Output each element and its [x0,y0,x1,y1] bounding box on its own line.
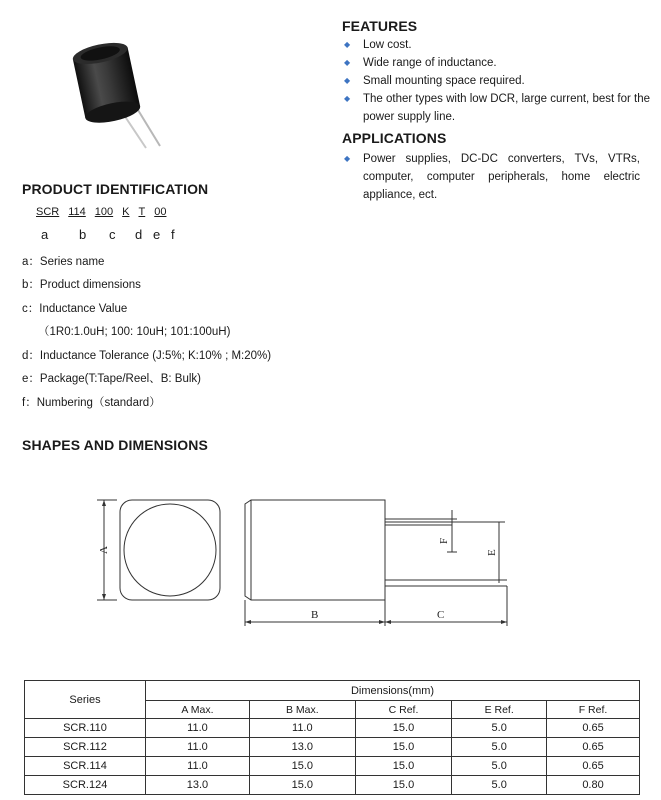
table-cell: SCR.124 [25,776,146,795]
code-letter: f [171,227,175,242]
table-cell: 15.0 [355,738,452,757]
features-item: ◆ Wide range of inductance. [342,54,652,72]
part-number-code [36,206,175,218]
shapes-dimensions-heading: SHAPES AND DIMENSIONS [22,437,208,453]
code-part-inductance: 100 [94,206,114,218]
features-list [342,36,652,126]
table-cell: 0.65 [547,757,640,776]
diamond-bullet-icon: ◆ [344,40,351,49]
table-header-col: C Ref. [355,701,452,719]
table-cell: 5.0 [452,776,547,795]
code-letter: a [41,227,49,242]
applications-heading: APPLICATIONS [342,130,447,146]
dimension-b-label: B [311,609,319,621]
features-item: ◆ Low cost. [342,36,652,54]
table-row [25,757,640,776]
applications-list [342,150,640,204]
code-part-dimensions: 114 [68,206,86,218]
code-letter: c [109,227,116,242]
code-letter: b [79,227,87,242]
dimensions-table [24,680,640,795]
table-cell: SCR.112 [25,738,146,757]
table-cell: 0.80 [547,776,640,795]
table-header-col: F Ref. [547,701,640,719]
code-part-tolerance: K [122,206,130,218]
table-cell: 0.65 [547,738,640,757]
front-view-outline [120,500,220,600]
diamond-bullet-icon: ◆ [344,76,351,85]
table-cell: 11.0 [146,738,250,757]
identification-line: a：Series name [22,256,105,268]
table-cell: 15.0 [355,776,452,795]
identification-line: d：Inductance Tolerance (J:5%; K:10% ; M:20%) [22,350,272,362]
table-cell: SCR.110 [25,719,146,738]
table-row [25,719,640,738]
code-letter: d [135,227,143,242]
table-cell: 11.0 [146,719,250,738]
table-cell: 15.0 [249,757,355,776]
code-part-letters [41,227,183,242]
code-part-package: T [138,206,146,218]
table-cell: 5.0 [452,719,547,738]
table-cell: 5.0 [452,757,547,776]
identification-line: b：Product dimensions [22,279,141,291]
identification-line: （1R0:1.0uH; 100: 10uH; 101:100uH) [38,326,231,338]
dimension-c-label: C [437,609,445,621]
features-heading: FEATURES [342,18,418,34]
identification-line: c：Inductance Value [22,303,128,315]
inductor-photo [60,40,180,150]
table-cell: 15.0 [355,719,452,738]
table-cell: 11.0 [249,719,355,738]
product-identification-heading: PRODUCT IDENTIFICATION [22,181,209,197]
table-cell: SCR.114 [25,757,146,776]
table-row [25,776,640,795]
front-view-circle [124,504,216,596]
features-item: ◆ Small mounting space required. [342,72,652,90]
table-cell: 13.0 [146,776,250,795]
applications-item: ◆ Power supplies, DC-DC converters, TVs, VTRs, computer, computer peripherals, home electric appliance, ect. [342,150,640,204]
features-item: ◆ The other types with low DCR, large current, best for the power supply line. [342,90,652,126]
code-part-series: SCR [36,206,60,218]
dimension-f-label: F [438,537,450,544]
table-cell: 15.0 [355,757,452,776]
dimension-drawing [95,492,525,632]
table-header-col: A Max. [146,701,250,719]
table-header-series: Series [25,681,146,719]
identification-line: e：Package(T:Tape/Reel、B: Bulk) [22,373,201,385]
table-cell: 15.0 [249,776,355,795]
table-cell: 0.65 [547,719,640,738]
diamond-bullet-icon: ◆ [344,94,351,103]
dimension-a-label: A [98,546,110,554]
table-header-dimensions: Dimensions(mm) [146,681,640,701]
table-cell: 13.0 [249,738,355,757]
dimension-e-label: E [486,549,498,556]
table-header-col: E Ref. [452,701,547,719]
table-header-col: B Max. [249,701,355,719]
table-row [25,738,640,757]
table-cell: 5.0 [452,738,547,757]
diamond-bullet-icon: ◆ [344,154,351,163]
table-cell: 11.0 [146,757,250,776]
side-view-body [245,500,385,600]
diamond-bullet-icon: ◆ [344,58,351,67]
code-letter: e [153,227,161,242]
identification-line: f：Numbering（standard） [22,397,161,409]
code-part-numbering: 00 [154,206,167,218]
